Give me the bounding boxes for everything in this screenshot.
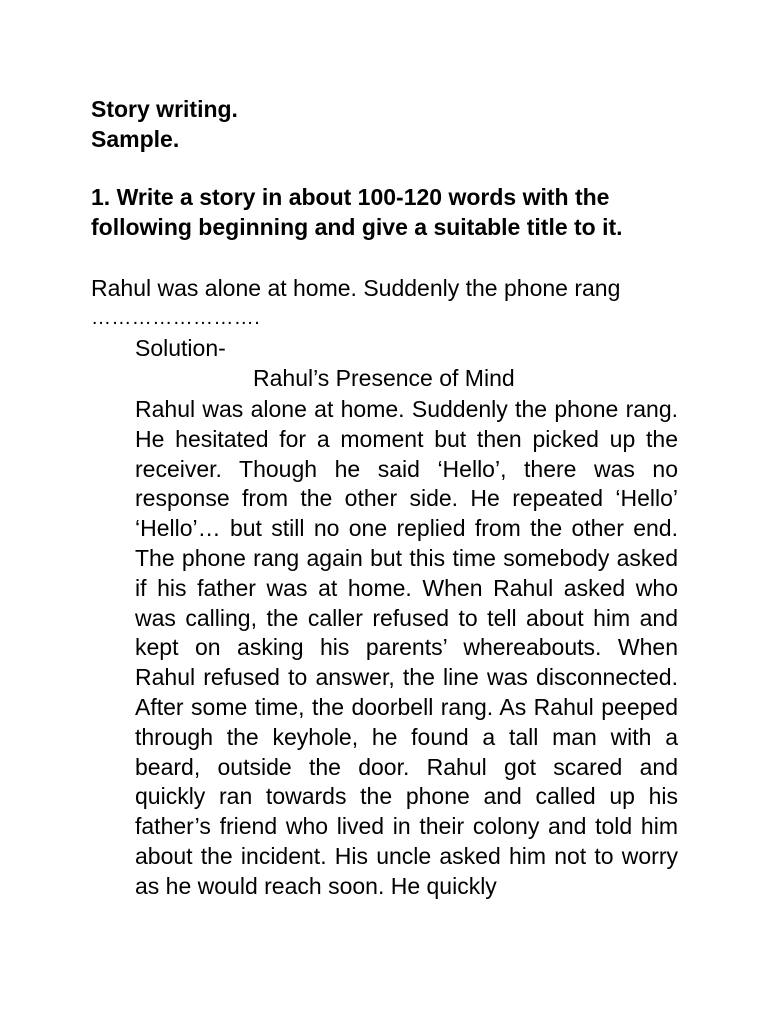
story-prompt: Rahul was alone at home. Suddenly the phone rang [91,275,621,301]
question-text: 1. Write a story in about 100-120 words with the following beginning and give a suitable title to it. [91,184,623,240]
prompt-ellipsis: ……………………. [91,307,261,329]
document-subtitle: Sample. [91,126,180,152]
solution-label: Solution- [135,335,226,361]
document-title: Story writing. [91,96,238,122]
story-body: Rahul was alone at home. Suddenly the phone rang. He hesitated for a moment but then picked up the receiver. Though he said ‘Hello’, there was no response from the other side. He repeated ‘Hello’ ‘Hello’… but still no one replied from the other end. The phone rang again but this time somebody asked if his father was at home. When Rahul asked who was calling, the caller refused to tell about him and kept on asking his parents’ whereabouts. When Rahul refused to answer, the line was disconnected. After some time, the doorbell rang. As Rahul peeped through the keyhole, he found a tall man with a beard, outside the door. Rahul got scared and quickly ran towards the phone and called up his father’s friend who lived in their colony and told him about the incident. His uncle asked him not to worry as he would reach soon. He quickly [135,396,678,899]
story-title: Rahul’s Presence of Mind [253,365,515,391]
